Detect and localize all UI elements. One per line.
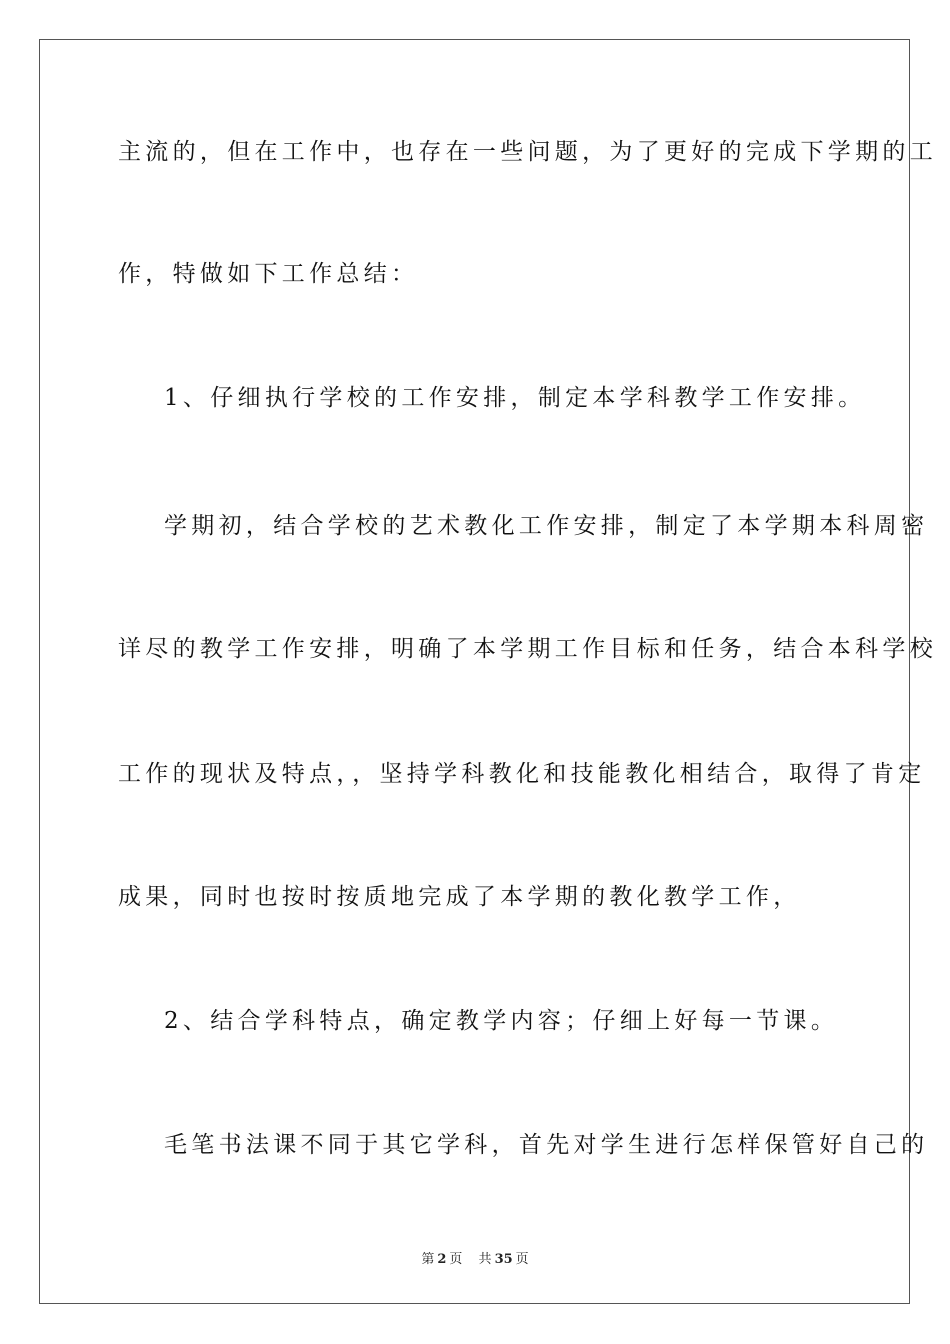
page-prefix: 第 bbox=[421, 1252, 435, 1267]
page-indicator bbox=[418, 1252, 465, 1267]
text-line-5: 详尽的教学工作安排，明确了本学期工作目标和任务，结合本科学校 bbox=[118, 636, 937, 662]
text-line-3: 1、仔细执行学校的工作安排，制定本学科教学工作安排。 bbox=[164, 385, 866, 411]
text-line-7: 成果，同时也按时按质地完成了本学期的教化教学工作， bbox=[118, 884, 801, 910]
total-prefix: 共 bbox=[478, 1252, 492, 1267]
text-line-6: 工作的现状及特点，，坚持学科教化和技能教化相结合，取得了肯定 bbox=[118, 761, 926, 787]
page-footer bbox=[0, 1248, 950, 1267]
page-border bbox=[39, 39, 937, 1304]
text-line-8: 2、结合学科特点，确定教学内容；仔细上好每一节课。 bbox=[164, 1008, 839, 1034]
text-line-4: 学期初，结合学校的艺术教化工作安排，制定了本学期本科周密 bbox=[164, 513, 929, 539]
page-suffix: 页 bbox=[449, 1252, 463, 1267]
total-pages: 35 bbox=[494, 1252, 513, 1267]
text-line-9: 毛笔书法课不同于其它学科，首先对学生进行怎样保管好自己的 bbox=[164, 1132, 929, 1158]
text-line-1: 主流的，但在工作中，也存在一些问题，为了更好的完成下学期的工 bbox=[118, 139, 937, 165]
text-line-2: 作，特做如下工作总结： bbox=[118, 261, 419, 287]
total-suffix: 页 bbox=[515, 1252, 529, 1267]
page-number: 2 bbox=[437, 1252, 447, 1267]
total-indicator bbox=[476, 1252, 532, 1267]
